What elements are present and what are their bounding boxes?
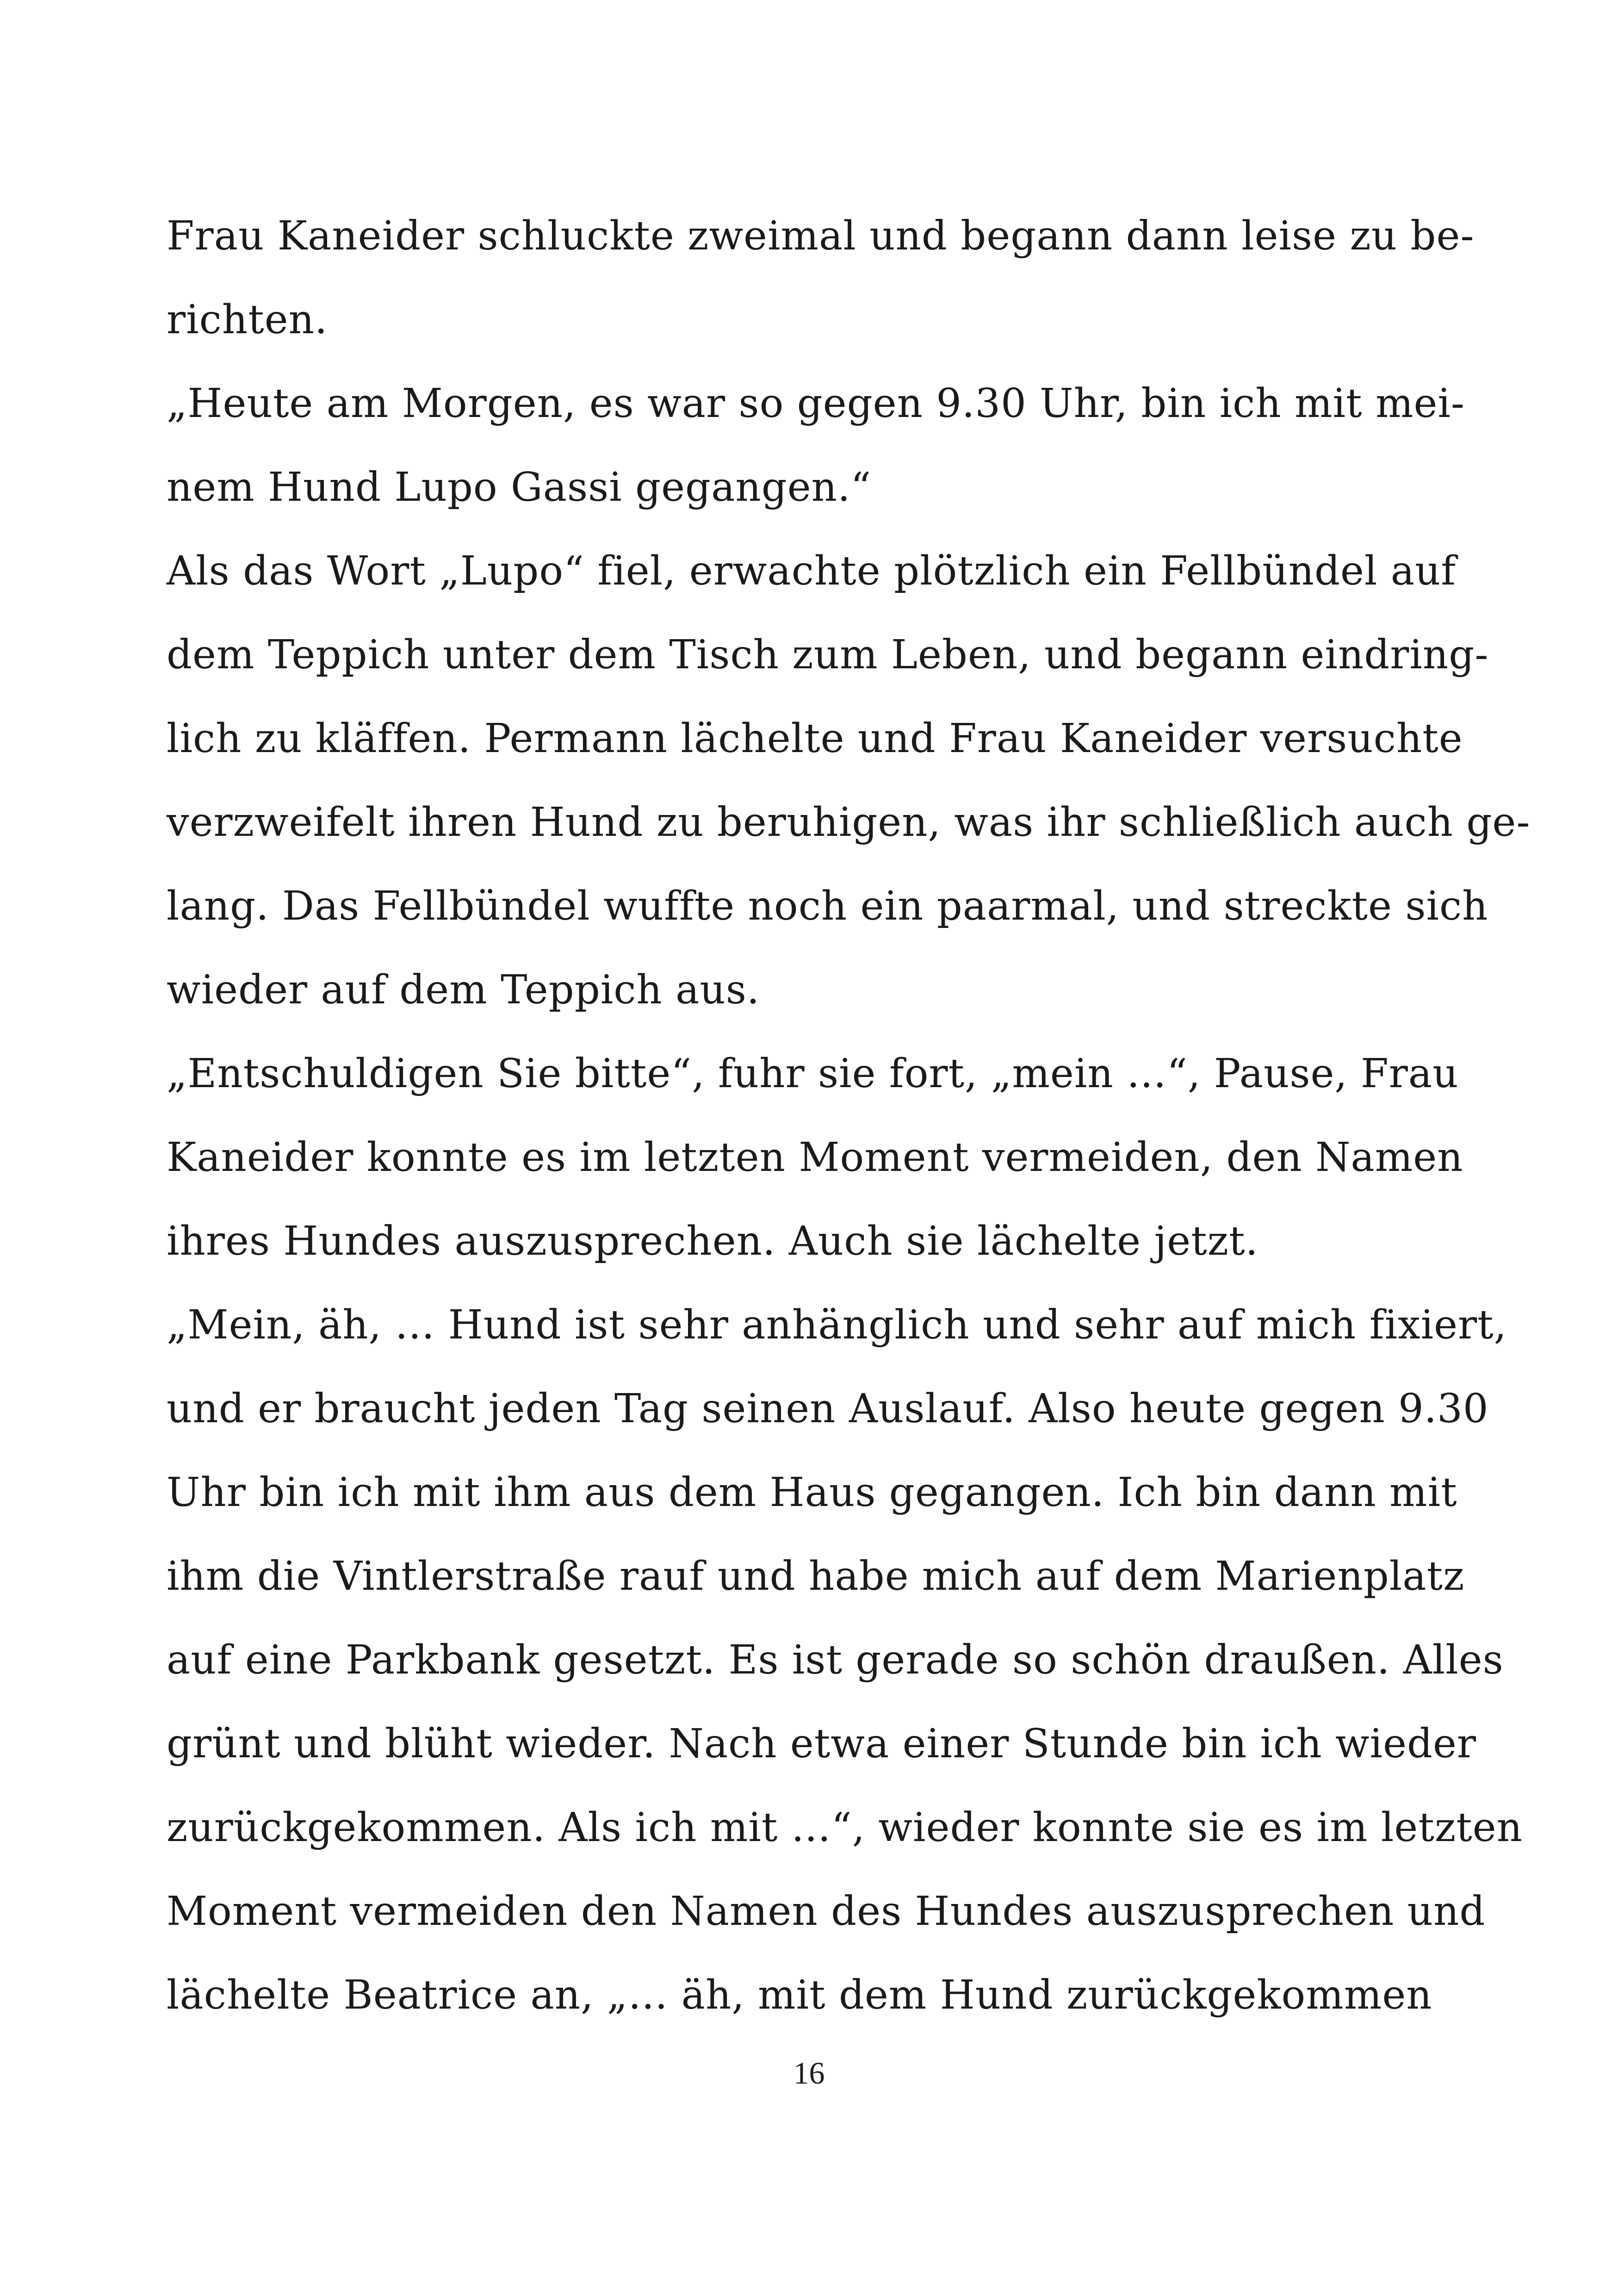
text-line: dem Teppich unter dem Tisch zum Leben, und begann eindring- [167, 632, 1489, 678]
text-line: und er braucht jeden Tag seinen Auslauf. Also heute gegen 9.30 [167, 1386, 1489, 1432]
text-line: richten. [167, 297, 328, 343]
body-text [167, 194, 1531, 2037]
text-line: lang. Das Fellbündel wuffte noch ein paarmal, und streckte sich [167, 883, 1488, 929]
text-line: Frau Kaneider schluckte zweimal und begann dann leise zu be- [167, 213, 1475, 259]
text-line: nem Hund Lupo Gassi gegangen.“ [167, 464, 872, 510]
text-line: Uhr bin ich mit ihm aus dem Haus gegangen. Ich bin dann mit [167, 1469, 1457, 1516]
text-line: „Heute am Morgen, es war so gegen 9.30 Uhr, bin ich mit mei- [167, 380, 1465, 427]
text-line: lächelte Beatrice an, „… äh, mit dem Hund zurückgekommen [167, 1972, 1432, 2018]
text-line: wieder auf dem Teppich aus. [167, 967, 760, 1013]
text-line: zurückgekommen. Als ich mit …“, wieder konnte sie es im letzten [167, 1804, 1523, 1851]
text-line: lich zu kläffen. Permann lächelte und Frau Kaneider versuchte [167, 716, 1463, 762]
text-line: Kaneider konnte es im letzten Moment vermeiden, den Namen [167, 1134, 1463, 1181]
text-line: ihm die Vintlerstraße rauf und habe mich auf dem Marienplatz [167, 1553, 1465, 1599]
text-line: ihres Hundes auszusprechen. Auch sie lächelte jetzt. [167, 1218, 1258, 1264]
text-line: verzweifelt ihren Hund zu beruhigen, was ihr schließlich auch ge- [167, 799, 1531, 846]
text-line: „Mein, äh, … Hund ist sehr anhänglich und sehr auf mich fixiert, [167, 1302, 1507, 1348]
text-line: grünt und blüht wieder. Nach etwa einer Stunde bin ich wieder [167, 1721, 1477, 1767]
text-line: „Entschuldigen Sie bitte“, fuhr sie fort, „mein …“, Pause, Frau [167, 1051, 1459, 1097]
text-line: auf eine Parkbank gesetzt. Es ist gerade so schön draußen. Alles [167, 1637, 1504, 1683]
text-line: Moment vermeiden den Namen des Hundes auszusprechen und [167, 1888, 1486, 1935]
page-number: 16 [793, 2055, 825, 2091]
text-line: Als das Wort „Lupo“ fiel, erwachte plötzlich ein Fellbündel auf [167, 548, 1457, 594]
